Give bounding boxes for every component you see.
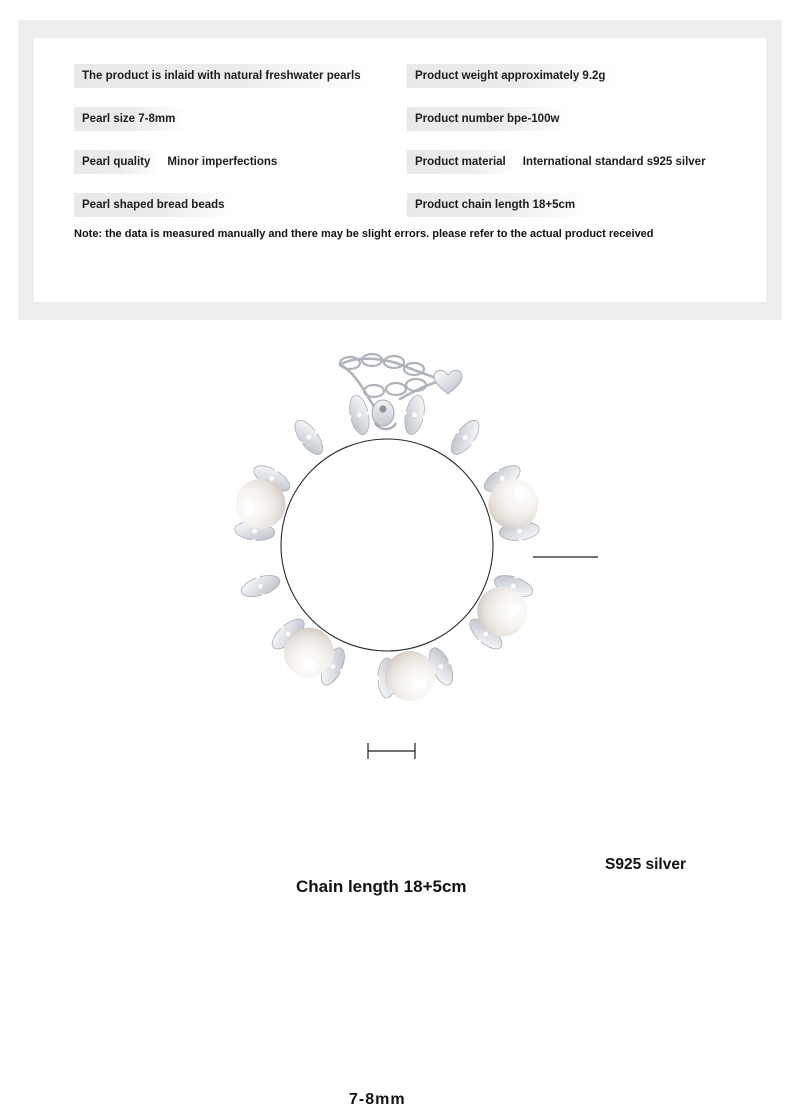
spec-row (74, 64, 393, 84)
spec-label: Pearl shaped bread beads (74, 193, 235, 217)
spec-label: Product material (407, 150, 516, 174)
measurement-note: Note: the data is measured manually and there may be slight errors. please refer to the actual product received (74, 228, 654, 240)
spec-label: Pearl size 7-8mm (74, 107, 185, 131)
spec-label: Pearl quality (74, 150, 160, 174)
spec-row (74, 193, 393, 213)
spec-row (74, 107, 393, 127)
spec-value: Minor imperfections (167, 156, 278, 168)
spec-label: Product weight approximately 9.2g (407, 64, 615, 88)
spec-row (407, 64, 726, 84)
chain-length-circle (281, 439, 493, 651)
specification-right-column (393, 64, 726, 213)
bracelet-illustration (200, 335, 620, 805)
spec-row (407, 107, 726, 127)
material-callout-label: S925 silver (605, 856, 687, 873)
chain-length-label: Chain length 18+5cm (296, 877, 467, 896)
pearl-beads (229, 472, 545, 705)
heart-charm (434, 370, 462, 394)
pearl-size-dimension (368, 743, 415, 759)
spec-label: Product number bpe-100w (407, 107, 569, 131)
spec-row (74, 150, 393, 170)
spec-row (407, 193, 726, 213)
specification-grid (74, 64, 726, 213)
product-image-area (0, 325, 800, 1108)
specification-card (34, 38, 766, 302)
lobster-clasp (372, 400, 396, 429)
spec-label: Product chain length 18+5cm (407, 193, 585, 217)
spec-row (407, 150, 726, 170)
spec-value: International standard s925 silver (522, 156, 706, 168)
specification-panel (18, 20, 782, 320)
pearl-size-label: 7-8mm (349, 1091, 406, 1108)
spec-label: The product is inlaid with natural freshwater pearls (74, 64, 371, 88)
specification-left-column (74, 64, 393, 213)
